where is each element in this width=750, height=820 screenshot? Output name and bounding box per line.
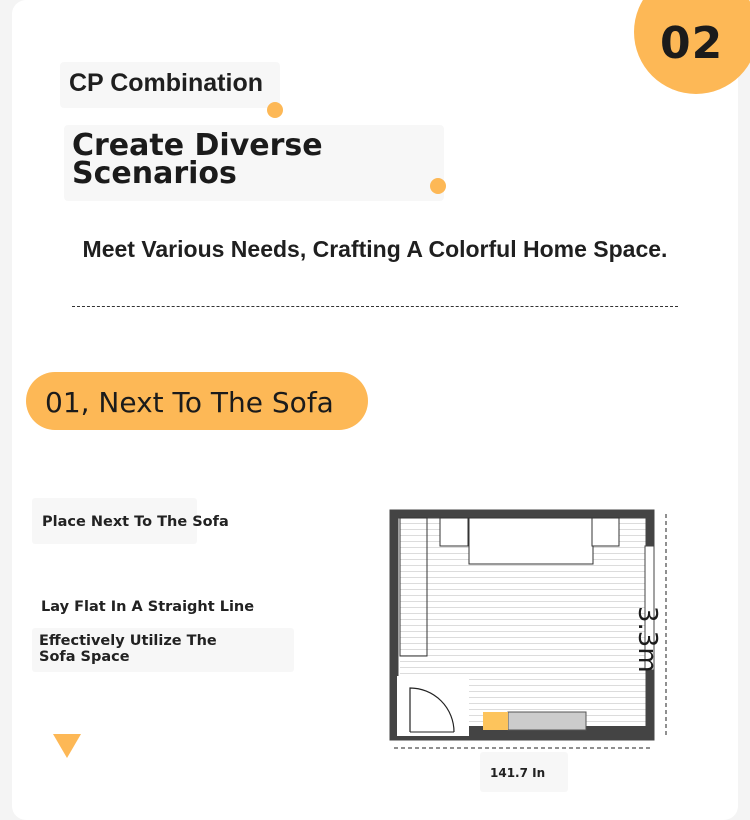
feature-item: Effectively Utilize The Sofa Space bbox=[39, 633, 217, 665]
sofa bbox=[508, 712, 586, 730]
feature-item: Place Next To The Sofa bbox=[42, 514, 229, 530]
scenario-title: 01, Next To The Sofa bbox=[45, 386, 334, 419]
feature-item: Lay Flat In A Straight Line bbox=[41, 599, 255, 615]
nightstand bbox=[592, 518, 619, 546]
door-opening bbox=[397, 676, 469, 736]
headline-line-1: Create Diverse bbox=[72, 128, 323, 163]
nightstand bbox=[440, 518, 468, 546]
headline-line-2: Scenarios bbox=[72, 156, 237, 191]
width-label: 141.7 In bbox=[490, 766, 546, 780]
bed bbox=[469, 518, 593, 564]
section-number: 02 bbox=[660, 18, 724, 69]
height-label: 3.3m bbox=[632, 606, 662, 673]
headline bbox=[72, 128, 392, 191]
down-triangle-icon bbox=[53, 734, 81, 758]
accent-dot bbox=[267, 102, 283, 118]
side-table-product bbox=[483, 712, 508, 730]
eyebrow-label: CP Combination bbox=[69, 69, 263, 97]
dashed-divider bbox=[72, 306, 678, 307]
tagline: Meet Various Needs, Crafting A Colorful Home Space. bbox=[82, 236, 668, 262]
accent-dot bbox=[430, 178, 446, 194]
